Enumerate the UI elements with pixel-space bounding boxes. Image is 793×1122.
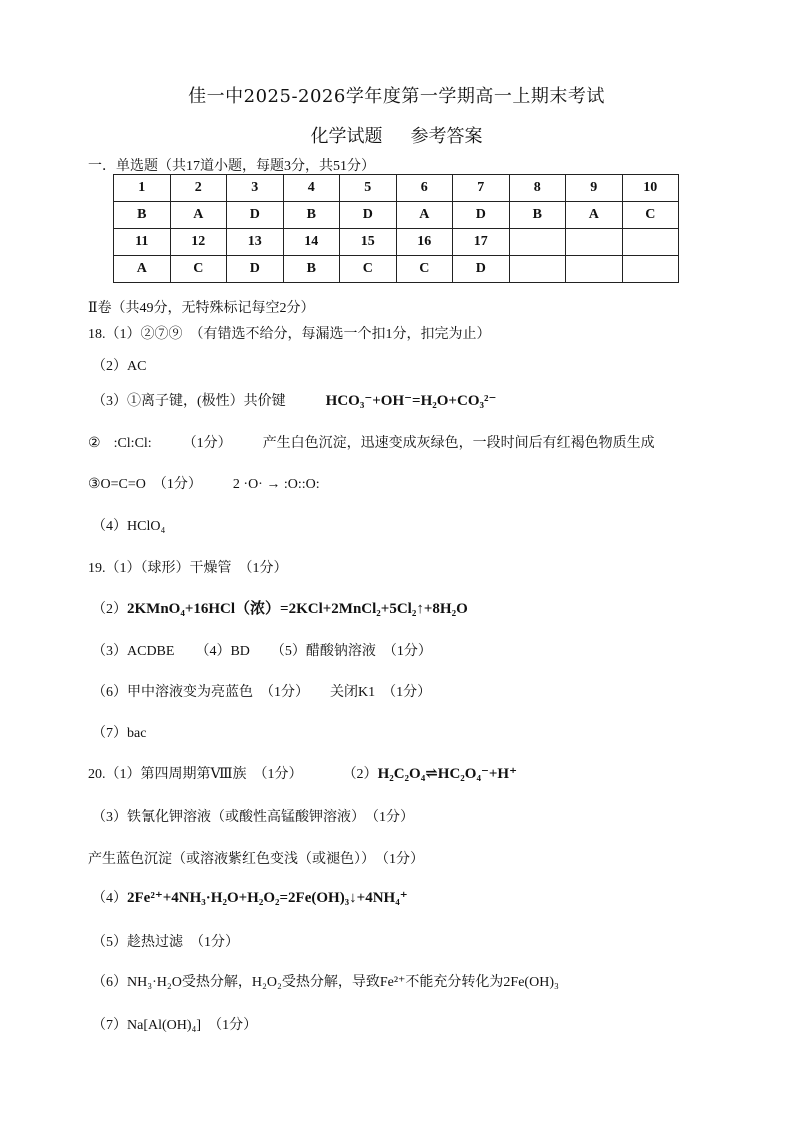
table-cell: 11 (114, 229, 171, 256)
q18-line5 (88, 473, 320, 493)
table-cell: 13 (227, 229, 284, 256)
q20-line1 (88, 763, 517, 783)
table-cell (509, 229, 566, 256)
table-cell (622, 256, 679, 283)
table-cell: D (453, 202, 510, 229)
q20-label-2: （2） (342, 767, 378, 782)
table-cell: B (509, 202, 566, 229)
table-cell (509, 256, 566, 283)
section2-header: Ⅱ卷（共49分，无特殊标记每空2分） (88, 301, 315, 316)
q20-ionization-equation: H₂C₂O₄⇌HC₂O₄⁻+H⁺ (377, 766, 518, 782)
table-cell: D (227, 256, 284, 283)
table-cell: 2 (170, 175, 227, 202)
q18-line4 (88, 432, 655, 452)
table-cell: 16 (396, 229, 453, 256)
o-atom-electron: ·O· (243, 477, 263, 492)
q20-reaction-equation: 2Fe²⁺+4NH₃·H₂O+H₂O₂=2Fe(OH)₃↓+4NH₄⁺ (127, 890, 408, 906)
table-cell (566, 256, 623, 283)
q20-label-6: （6） (92, 975, 127, 990)
q19-line3: （3）ACDBE （4）BD （5）醋酸钠溶液 （1分） (92, 644, 432, 659)
table-cell: 17 (453, 229, 510, 256)
q20-line5: （5）趁热过滤 （1分） (92, 935, 239, 950)
q20-line2: （3）铁氰化钾溶液（或酸性高锰酸钾溶液） （1分） (92, 810, 414, 825)
table-cell: 3 (227, 175, 284, 202)
table-cell: C (396, 256, 453, 283)
table-cell: B (283, 202, 340, 229)
q18-ionic-equation: HCO₃⁻+OH⁻=H₂O+CO₃²⁻ (325, 393, 497, 409)
q18-score: （1分） (182, 436, 232, 451)
table-row (114, 202, 679, 229)
table-cell: C (170, 256, 227, 283)
page-subtitle (0, 122, 793, 148)
table-cell: 5 (340, 175, 397, 202)
table-cell: 7 (453, 175, 510, 202)
table-cell: 9 (566, 175, 623, 202)
q19-line1: 19.（1）（球形）干燥管 （1分） (88, 561, 288, 576)
q18-line6: （4）HClO₄ (92, 519, 166, 534)
table-row (114, 256, 679, 283)
q18-phenomenon: 产生白色沉淀，迅速变成灰绿色，一段时间后有红褐色物质生成 (262, 436, 655, 451)
table-cell: 1 (114, 175, 171, 202)
table-cell: B (114, 202, 171, 229)
table-cell: 12 (170, 229, 227, 256)
q20-line7: （7）Na[Al(OH)₄] （1分） (92, 1018, 258, 1033)
q18-line1: 18.（1）②⑦⑨ （有错选不给分，每漏选一个扣1分，扣完为止） (88, 327, 491, 342)
table-cell: D (453, 256, 510, 283)
table-cell: C (340, 256, 397, 283)
table-cell: 10 (622, 175, 679, 202)
q19-line4: （6）甲中溶液变为亮蓝色 （1分） 关闭K1 （1分） (92, 685, 432, 700)
cl2-electron-formula: :Cl:Cl: (113, 436, 152, 451)
table-cell: 8 (509, 175, 566, 202)
q20-line4 (92, 887, 408, 907)
q20-line3: 产生蓝色沉淀（或溶液紫红色变浅（或褪色）） （1分） (88, 852, 424, 867)
q18-bond-types: （3）①离子键，(极性）共价键 (92, 394, 286, 409)
q19-label-2: （2） (92, 602, 127, 617)
table-cell (622, 229, 679, 256)
q19-line5: （7）bac (92, 726, 147, 741)
subtitle-subject: 化学试题 (310, 126, 383, 147)
q20-part1: 20.（1）第四周期第Ⅷ族 （1分） (88, 767, 303, 782)
table-cell: D (227, 202, 284, 229)
table-cell: A (114, 256, 171, 283)
q20-reason: NH₃·H₂O受热分解，H₂O₂受热分解，导致Fe²⁺不能充分转化为2Fe(OH)₃ (127, 975, 559, 990)
table-cell: 4 (283, 175, 340, 202)
subtitle-answer: 参考答案 (410, 126, 483, 147)
o-coefficient: 2 (232, 477, 240, 492)
table-row (114, 229, 679, 256)
table-cell: 6 (396, 175, 453, 202)
q20-line6 (92, 971, 559, 991)
q18-circled-2: ② (88, 436, 101, 451)
table-cell: 15 (340, 229, 397, 256)
table-cell: 14 (283, 229, 340, 256)
table-cell: D (340, 202, 397, 229)
page-title: 佳一中2025-2026学年度第一学期高一上期末考试 (188, 86, 605, 107)
table-cell: C (622, 202, 679, 229)
table-cell: A (170, 202, 227, 229)
q18-line2: （2）AC (92, 359, 147, 374)
table-cell: A (566, 202, 623, 229)
section1-header: 一．单选题（共17道小题，每题3分，共51分） (88, 159, 375, 174)
q18-line3 (92, 390, 496, 410)
q19-line2 (92, 597, 468, 618)
table-cell (566, 229, 623, 256)
q19-equation: 2KMnO₄+16HCl（浓）=2KCl+2MnCl₂+5Cl₂↑+8H₂O (127, 601, 468, 617)
co2-structure: ③O=C=O （1分） (88, 477, 202, 492)
answer-table (113, 174, 679, 283)
o2-electron-formula: :O::O: (283, 477, 320, 492)
arrow-icon: → (266, 477, 281, 492)
table-cell: A (396, 202, 453, 229)
q20-label-4: （4） (92, 891, 127, 906)
table-cell: B (283, 256, 340, 283)
table-row (114, 175, 679, 202)
